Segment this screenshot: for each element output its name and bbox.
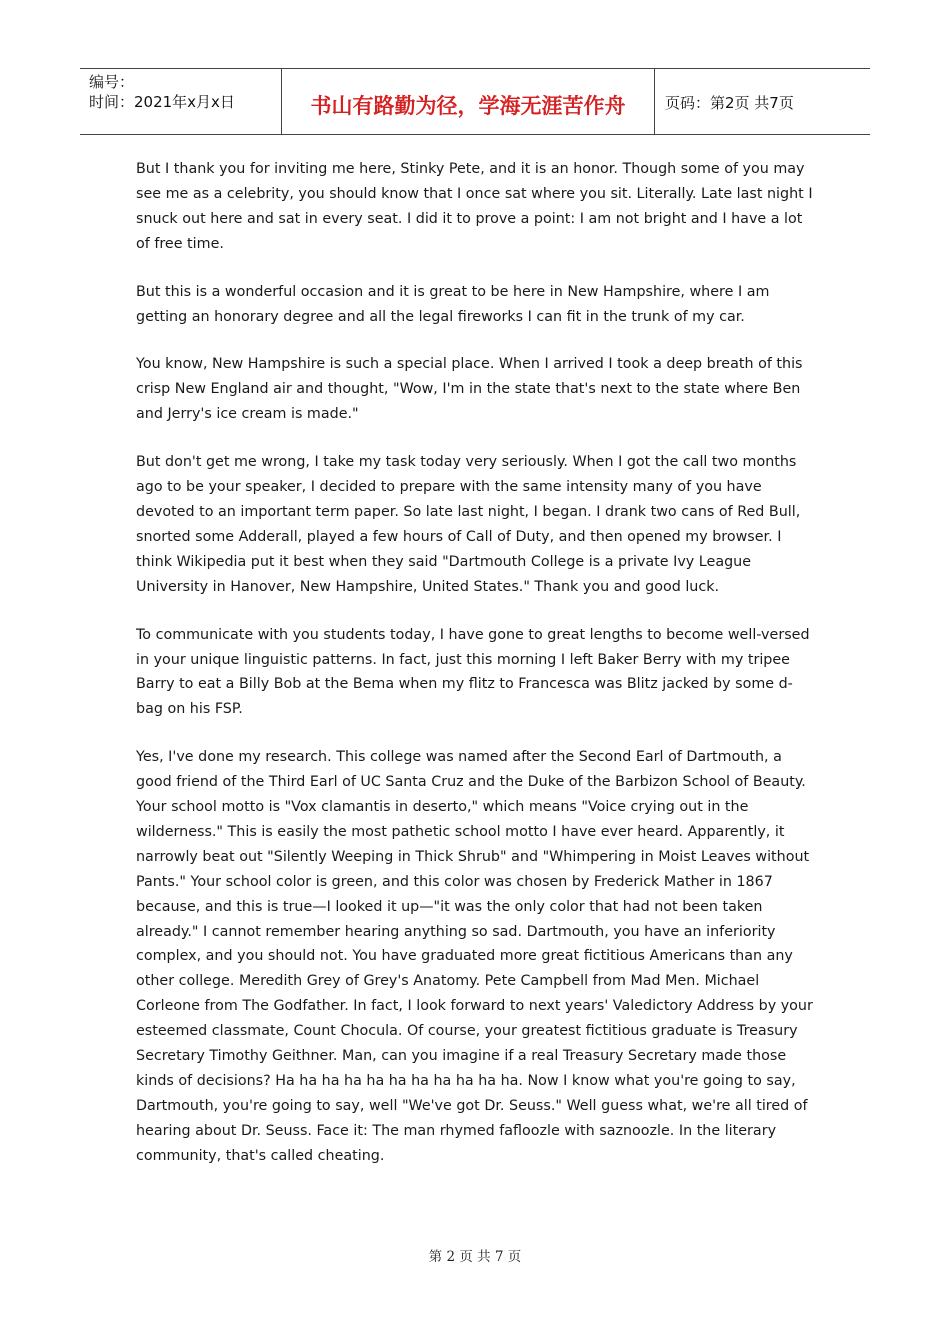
page-header <box>80 68 870 135</box>
paragraph: But don't get me wrong, I take my task today very seriously. When I got the call two months ago to be your speaker, I decided to prepare with the same intensity many of you have devoted to an important term paper. So late last night, I began. I drank two cans of Red Bull, snorted some Adderall, played a few hours of Call of Duty, and then opened my browser. I think Wikipedia put it best when they said "Dartmouth College is a private Ivy League University in Hanover, New Hampshire, United States." Thank you and good luck. <box>136 454 801 595</box>
footer-page-number: 第 2 页 共 7 页 <box>428 1249 522 1265</box>
paragraph: But this is a wonderful occasion and it is great to be here in New Hampshire, where I am getting an honorary degree and all the legal fireworks I can fit in the trunk of my car. <box>136 283 770 325</box>
paragraph: To communicate with you students today, I have gone to great lengths to become well-versed in your unique linguistic patterns. In fact, just this morning I left Baker Berry with my tripee Barry to eat a Billy Bob at the Bema when my flitz to Francesca was Blitz jacked by some d-bag on his FSP. <box>136 626 810 718</box>
document-body <box>136 157 816 1192</box>
paragraph: But I thank you for inviting me here, Stinky Pete, and it is an honor. Though some of you may see me as a celebrity, you should know that I once sat where you sit. Literally. Late last night I snuck out here and sat in every seat. I did it to prove a point: I am not bright and I have a lot of free time. <box>136 161 813 252</box>
page-footer <box>0 1245 950 1265</box>
header-page-info: 页码：第2页 共7页 <box>665 94 794 112</box>
paragraph: Yes, I've done my research. This college was named after the Second Earl of Dartmouth, a good friend of the Third Earl of UC Santa Cruz and the Duke of the Barbizon School of Beauty. Your school motto is "Vox clamantis in deserto," which means "Voice crying out in the wilderness." This is easily the most pathetic school motto I have ever heard. Apparently, it narrowly beat out "Silently Weeping in Thick Shrub" and "Whimpering in Moist Leaves without Pants." Your school color is green, and this color was chosen by Frederick Mather in 1867 because, and this is true—I looked it up—"it was the only color that had not been taken already." I cannot remember hearing anything so sad. Dartmouth, you have an inferiority complex, and you should not. You have graduated more great fictitious Americans than any other college. Meredith Grey of Grey's Anatomy. Pete Campbell from Mad Men. Michael Corleone from The Godfather. In fact, I look forward to next years' Valedictory Address by your esteemed classmate, Count Chocula. Of course, your greatest fictitious graduate is Treasury Secretary Timothy Geithner. Man, can you imagine if a real Treasury Secretary made those kinds of decisions? Ha ha ha ha ha ha ha ha ha ha ha. Now I know what you're going to say, Dartmouth, you're going to say, well "We've got Dr. Seuss." Well guess what, we're all tired of hearing about Dr. Seuss. Face it: The man rhymed fafloozle with saznoozle. In the literary community, that's called cheating. <box>136 749 813 1164</box>
header-date: 时间：2021年x月x日 <box>89 93 235 111</box>
header-meta <box>80 69 281 134</box>
header-number-label: 编号： <box>89 73 135 91</box>
header-motto: 书山有路勤为径，学海无涯苦作舟 <box>281 69 655 134</box>
paragraph: You know, New Hampshire is such a special place. When I arrived I took a deep breath of this crisp New England air and thought, "Wow, I'm in the state that's next to the state where Ben and Jerry's ice cream is made." <box>136 356 803 423</box>
